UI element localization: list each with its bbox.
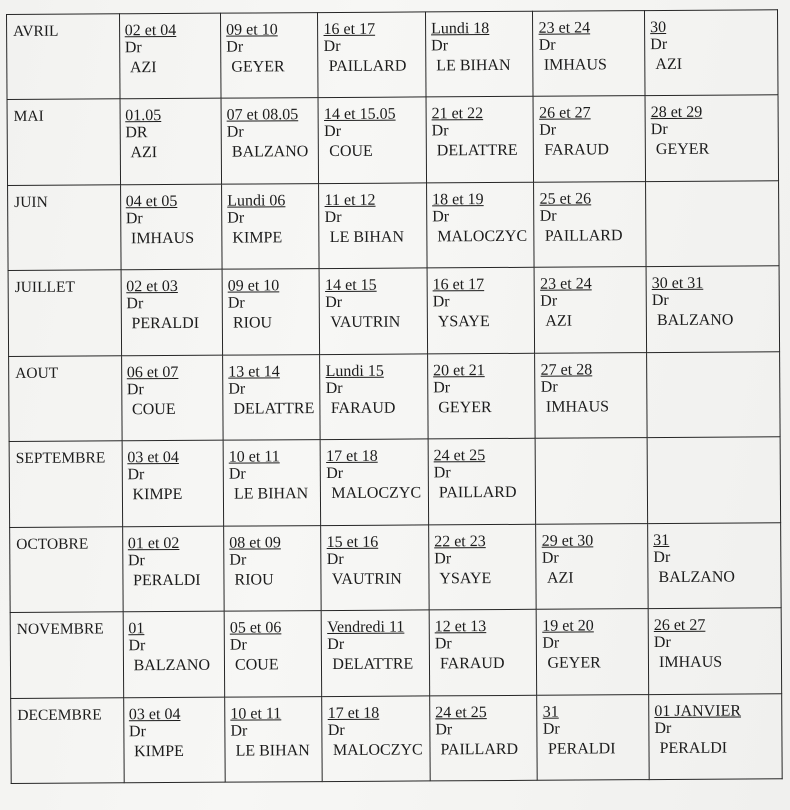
doctor-name: YSAYE <box>437 313 490 331</box>
doctor-name: KIMPE <box>132 486 183 504</box>
doctor-name: MALOCZYC <box>332 740 423 759</box>
schedule-cell <box>533 11 645 97</box>
schedule-cell <box>645 10 778 96</box>
doctor-name <box>541 446 643 450</box>
schedule-row <box>9 352 781 442</box>
doctor-name: BALZANO <box>231 143 309 162</box>
cell-title: Dr <box>434 635 452 653</box>
schedule-cell <box>425 11 533 97</box>
cell-date: 14 et 15.05 <box>323 106 396 124</box>
cell-title: Dr <box>435 720 453 738</box>
cell-title: Dr <box>433 464 451 482</box>
cell-date: 31 <box>542 703 559 721</box>
cell-title: Dr <box>126 380 144 399</box>
cell-title: Dr <box>124 39 142 57</box>
month-label: SEPTEMBRE <box>9 441 122 527</box>
schedule-row <box>9 437 781 527</box>
cell-date: Lundi 06 <box>227 192 286 210</box>
doctor-name: GEYER <box>655 141 710 159</box>
month-label: OCTOBRE <box>10 526 123 612</box>
cell-date: 02 et 04 <box>124 21 177 40</box>
doctor-name: FARAUD <box>439 655 505 673</box>
doctor-name: AZI <box>655 55 683 74</box>
doctor-name: PAILLARD <box>328 57 407 76</box>
schedule-cell <box>224 525 322 611</box>
cell-date: 03 et 04 <box>127 449 179 467</box>
schedule-cell <box>646 266 779 352</box>
doctor-name: FARAUD <box>544 141 609 160</box>
doctor-name: PAILLARD <box>438 484 517 502</box>
cell-date: 06 et 07 <box>126 363 179 382</box>
cell-date: 08 et 09 <box>229 533 281 552</box>
schedule-row <box>7 95 779 185</box>
cell-date: 30 <box>650 18 667 37</box>
doctor-name: IMHAUS <box>130 229 195 248</box>
schedule-cell <box>225 696 323 782</box>
doctor-name: BALZANO <box>656 311 734 330</box>
cell-title: Dr <box>433 379 451 397</box>
cell-date: 24 et 25 <box>435 703 487 721</box>
cell-title: Dr <box>538 36 556 54</box>
doctor-name: COUE <box>234 656 279 674</box>
doctor-name: BALZANO <box>133 656 211 675</box>
cell-date: 29 et 30 <box>541 532 594 550</box>
schedule-cell <box>429 524 537 610</box>
cell-date: 12 et 13 <box>434 618 487 636</box>
cell-date: 04 et 05 <box>125 192 178 211</box>
schedule-row <box>11 693 783 783</box>
cell-date: 17 et 18 <box>327 704 380 722</box>
doctor-name: LE BIHAN <box>235 741 310 760</box>
schedule-cell <box>322 610 430 696</box>
cell-date: 11 et 12 <box>324 191 376 209</box>
schedule-cell <box>223 354 321 440</box>
schedule-cell <box>428 353 536 439</box>
schedule-cell <box>121 355 223 441</box>
cell-title: Dr <box>540 292 558 311</box>
cell-title: Dr <box>540 378 558 396</box>
cell-title: Dr <box>128 637 146 655</box>
schedule-cell <box>534 181 646 267</box>
cell-date: 23 et 24 <box>540 275 592 294</box>
cell-title: Dr <box>326 465 344 483</box>
schedule-row <box>8 181 780 271</box>
doctor-name: IMHAUS <box>658 653 723 672</box>
schedule-cell <box>321 439 429 525</box>
cell-title: Dr <box>432 293 450 311</box>
doctor-name: DELATTRE <box>233 399 315 418</box>
cell-date: 16 et 17 <box>432 276 485 294</box>
cell-date: 09 et 10 <box>227 277 280 295</box>
month-label: MAI <box>7 99 120 185</box>
schedule-cell <box>645 95 778 181</box>
cell-title: Dr <box>539 122 557 140</box>
doctor-name: IMHAUS <box>545 398 610 416</box>
cell-title: Dr <box>326 550 344 568</box>
cell-title: Dr <box>228 380 246 398</box>
cell-date: 30 et 31 <box>651 275 704 293</box>
schedule-cell <box>222 269 320 355</box>
cell-title: Dr <box>325 379 343 397</box>
month-label: DECEMBRE <box>11 697 124 783</box>
cell-date: 21 et 22 <box>431 105 484 123</box>
cell-date: 23 et 24 <box>538 19 591 37</box>
schedule-cell <box>649 693 782 779</box>
doctor-name: DELATTRE <box>332 655 414 674</box>
schedule-cell <box>121 269 223 355</box>
month-label: JUIN <box>8 185 121 271</box>
cell-date: 15 et 16 <box>326 533 379 551</box>
cell-date: 02 et 03 <box>126 278 178 296</box>
cell-title: Dr <box>126 295 144 313</box>
cell-title: Dr <box>230 722 248 740</box>
schedule-cell <box>430 695 538 781</box>
doctor-name: AZI <box>129 59 157 77</box>
schedule-cell <box>426 97 534 183</box>
cell-title: Dr <box>323 37 341 56</box>
schedule-cell <box>221 13 319 99</box>
cell-date: 20 et 21 <box>433 361 485 380</box>
schedule-cell <box>120 184 222 270</box>
cell-title: Dr <box>650 35 668 54</box>
doctor-name: RIOU <box>232 314 273 332</box>
cell-date: 07 et 08.05 <box>226 106 299 125</box>
cell-title: Dr <box>324 208 342 226</box>
cell-date: 28 et 29 <box>650 104 703 122</box>
cell-date: 14 et 15 <box>325 277 377 295</box>
schedule-cell <box>322 695 430 781</box>
schedule-cell <box>536 438 648 524</box>
cell-title: Dr <box>327 721 345 739</box>
cell-date: Lundi 15 <box>325 362 384 380</box>
cell-title: Dr <box>541 549 559 567</box>
cell-title: Dr <box>650 121 668 139</box>
month-label: NOVEMBRE <box>10 612 123 698</box>
cell-title: Dr <box>125 210 143 228</box>
cell-title: Dr <box>327 636 345 654</box>
cell-date: 10 et 11 <box>228 448 280 466</box>
schedule-cell <box>536 523 648 609</box>
cell-title: Dr <box>434 549 452 568</box>
cell-date: 13 et 14 <box>228 363 280 381</box>
cell-date: 24 et 25 <box>433 447 486 465</box>
cell-date: 31 <box>653 531 670 549</box>
cell-date: 26 et 27 <box>539 104 591 123</box>
month-label: JUILLET <box>8 270 121 356</box>
cell-title: Dr <box>432 208 450 226</box>
doctor-name: KIMPE <box>134 742 184 760</box>
schedule-cell <box>223 440 321 526</box>
cell-title: Dr <box>127 466 145 484</box>
doctor-name: GEYER <box>547 654 601 672</box>
doctor-name: COUE <box>329 143 373 161</box>
doctor-name: LE BIHAN <box>233 485 309 503</box>
cell-date: 01 et 02 <box>127 534 180 552</box>
cell-date: 03 et 04 <box>128 705 181 723</box>
doctor-name <box>652 360 775 364</box>
schedule-row <box>8 266 780 356</box>
schedule-cell <box>533 96 645 182</box>
schedule-cell <box>222 183 320 269</box>
cell-date: 26 et 27 <box>653 616 706 635</box>
cell-date: 01.05 <box>125 107 162 125</box>
schedule-cell <box>224 611 322 697</box>
schedule-cell <box>535 267 647 353</box>
schedule-cell <box>123 697 225 783</box>
cell-title: Dr <box>431 122 449 140</box>
schedule-cell <box>123 611 225 697</box>
schedule-cell <box>646 181 779 267</box>
schedule-cell <box>426 182 534 268</box>
cell-title: Dr <box>654 719 672 737</box>
cell-title: Dr <box>228 465 246 483</box>
schedule-cell <box>319 183 427 269</box>
doctor-name: AZI <box>545 312 573 331</box>
cell-title: Dr <box>431 37 449 55</box>
doctor-name: PERALDI <box>133 571 201 589</box>
schedule-cell <box>647 437 780 523</box>
doctor-name: MALOCZYC <box>437 227 528 246</box>
cell-date: 01 <box>128 620 145 638</box>
cell-date: 27 et 28 <box>540 361 593 379</box>
cell-title: Dr <box>226 123 244 142</box>
cell-title: Dr <box>229 551 247 569</box>
doctor-name <box>653 445 776 449</box>
schedule-cell <box>119 13 221 99</box>
cell-date: 17 et 18 <box>326 447 378 466</box>
cell-title: Dr <box>653 634 671 652</box>
cell-title: Dr <box>542 720 560 738</box>
doctor-name: COUE <box>131 400 176 418</box>
schedule-cell <box>429 609 537 695</box>
schedule-cell <box>321 525 429 611</box>
schedule-cell <box>319 268 427 354</box>
schedule-cell <box>648 608 781 694</box>
cell-title: Dr <box>229 636 247 654</box>
doctor-name: VAUTRIN <box>331 570 402 588</box>
schedule-cell <box>427 268 535 354</box>
doctor-name: KIMPE <box>232 229 283 247</box>
cell-date: 19 et 20 <box>542 617 594 635</box>
doctor-name: PERALDI <box>131 315 200 333</box>
schedule-cell <box>647 352 780 438</box>
cell-title: DR <box>125 124 148 142</box>
schedule-cell <box>318 12 426 98</box>
cell-title: Dr <box>128 722 146 740</box>
doctor-name: PAILLARD <box>544 227 623 245</box>
cell-date: 05 et 06 <box>229 619 282 637</box>
cell-title: Dr <box>127 551 145 569</box>
schedule-cell <box>122 440 224 526</box>
doctor-name: FARAUD <box>330 399 396 417</box>
schedule-cell <box>648 522 781 608</box>
doctor-name: LE BIHAN <box>436 56 511 75</box>
doctor-name: MALOCZYC <box>331 484 422 503</box>
cell-date: 16 et 17 <box>323 20 376 39</box>
cell-title: Dr <box>227 209 245 227</box>
schedule-cell <box>320 354 428 440</box>
doctor-name: AZI <box>130 144 158 162</box>
cell-date: 18 et 19 <box>432 190 484 209</box>
doctor-name: VAUTRIN <box>330 313 401 332</box>
cell-date: 09 et 10 <box>226 21 278 39</box>
doctor-name: LE BIHAN <box>329 228 405 246</box>
schedule-cell <box>120 99 222 185</box>
doctor-name: DELATTRE <box>436 142 518 160</box>
month-label: AOUT <box>9 356 122 442</box>
schedule-cell <box>537 609 649 695</box>
doctor-name: RIOU <box>234 571 274 589</box>
cell-title: Dr <box>542 634 560 652</box>
schedule-cell <box>221 98 319 184</box>
cell-title: Dr <box>651 292 669 310</box>
schedule-cell <box>428 438 536 524</box>
doctor-name <box>651 189 774 193</box>
schedule-cell <box>535 352 647 438</box>
schedule-body <box>7 10 783 784</box>
doctor-name: IMHAUS <box>543 56 607 74</box>
cell-date: Vendredi 11 <box>327 618 405 637</box>
schedule-sheet <box>6 9 783 784</box>
schedule-cell <box>537 694 649 780</box>
schedule-row <box>10 608 782 698</box>
doctor-name: BALZANO <box>658 568 735 586</box>
schedule-row <box>7 10 779 100</box>
doctor-name: GEYER <box>231 58 285 76</box>
doctor-name: GEYER <box>438 398 492 417</box>
cell-title: Dr <box>226 38 244 56</box>
doctor-name: PAILLARD <box>440 740 519 758</box>
cell-title: Dr <box>653 548 671 566</box>
on-call-schedule-table <box>6 9 783 784</box>
doctor-name: YSAYE <box>439 569 492 587</box>
month-label: AVRIL <box>7 14 120 100</box>
doctor-name: AZI <box>546 569 574 587</box>
schedule-row <box>10 522 782 612</box>
doctor-name: PERALDI <box>659 739 728 757</box>
cell-title: Dr <box>324 123 342 141</box>
cell-date: 22 et 23 <box>434 532 486 551</box>
schedule-cell <box>318 97 426 183</box>
doctor-name: PERALDI <box>547 739 616 758</box>
cell-date: Lundi 18 <box>430 20 490 38</box>
cell-title: Dr <box>539 207 557 225</box>
cell-date: 01 JANVIER <box>654 702 742 720</box>
cell-date: 25 et 26 <box>539 190 592 208</box>
schedule-cell <box>122 526 224 612</box>
cell-date: 10 et 11 <box>230 704 282 723</box>
cell-title: Dr <box>227 294 245 312</box>
cell-title: Dr <box>325 294 343 312</box>
